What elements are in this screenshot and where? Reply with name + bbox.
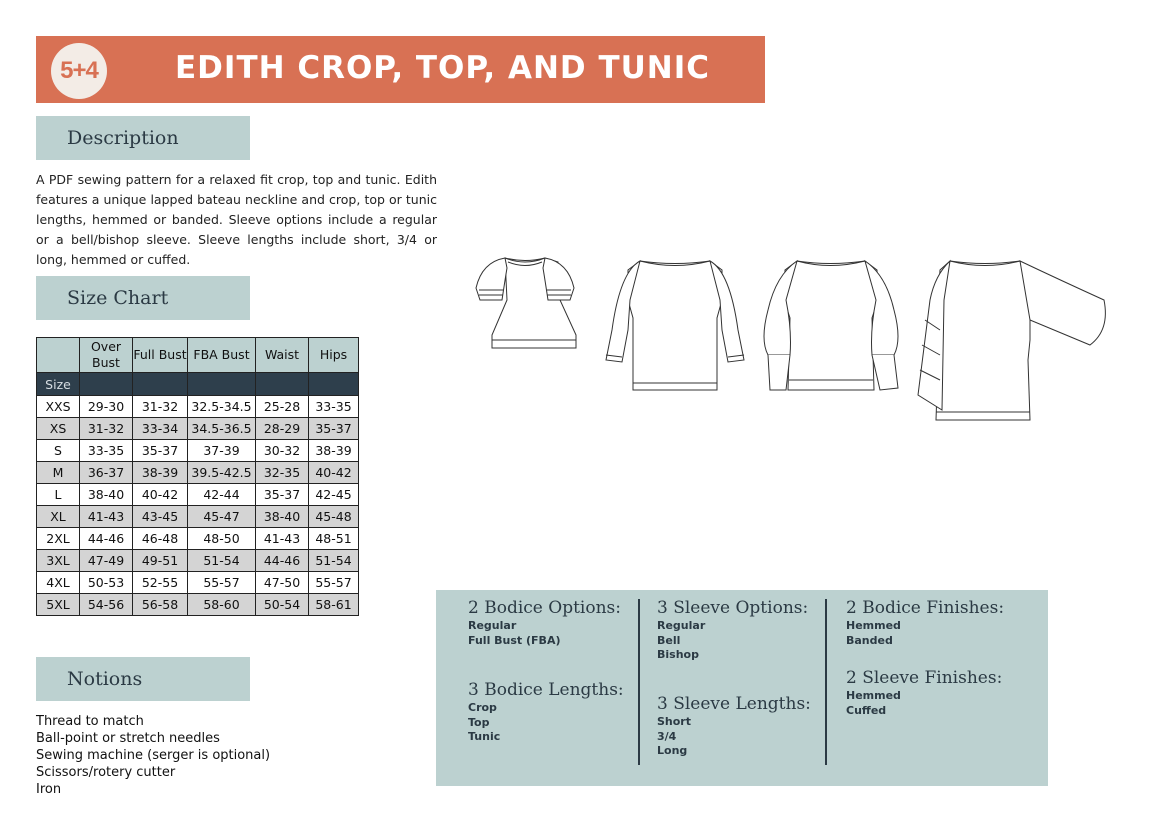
measurement-cell: 48-50 <box>188 528 256 550</box>
notions-list <box>36 713 270 798</box>
measurement-cell: 46-48 <box>133 528 188 550</box>
measurement-cell: 51-54 <box>188 550 256 572</box>
measurement-cell: 58-61 <box>309 594 359 616</box>
measurement-cell: 49-51 <box>133 550 188 572</box>
size-chart-row <box>37 418 359 440</box>
measurement-cell: 45-48 <box>309 506 359 528</box>
size-cell: XL <box>37 506 80 528</box>
measurement-cell: 47-50 <box>256 572 309 594</box>
header-cell: Over Bust <box>80 338 133 373</box>
divider <box>825 599 827 765</box>
sleeve-options-group <box>657 598 808 663</box>
header-cell <box>37 338 80 373</box>
size-label-row <box>37 373 359 396</box>
option-item: Top <box>468 715 490 729</box>
header-cell: FBA Bust <box>188 338 256 373</box>
measurement-cell: 44-46 <box>80 528 133 550</box>
sleeve-finishes-title: 2 Sleeve Finishes: <box>846 668 1003 688</box>
size-label: Size <box>37 373 80 396</box>
measurement-cell: 28-29 <box>256 418 309 440</box>
option-item: Bell <box>657 633 681 647</box>
size-chart-row <box>37 506 359 528</box>
measurement-cell: 40-42 <box>309 462 359 484</box>
option-item: Tunic <box>468 730 501 743</box>
notion-item: Iron <box>36 782 62 797</box>
size-cell: 2XL <box>37 528 80 550</box>
measurement-cell: 36-37 <box>80 462 133 484</box>
size-chart-header-row <box>37 338 359 373</box>
measurement-cell: 58-60 <box>188 594 256 616</box>
measurement-cell: 30-32 <box>256 440 309 462</box>
page-title: EDITH CROP, TOP, AND TUNIC <box>175 50 711 86</box>
measurement-cell: 40-42 <box>133 484 188 506</box>
size-chart-row <box>37 528 359 550</box>
measurement-cell: 32.5-34.5 <box>188 396 256 418</box>
measurement-cell: 55-57 <box>188 572 256 594</box>
measurement-cell: 42-44 <box>188 484 256 506</box>
measurement-cell: 38-40 <box>80 484 133 506</box>
notion-item: Thread to match <box>36 714 144 729</box>
size-chart-row <box>37 572 359 594</box>
notion-item: Scissors/rotery cutter <box>36 765 176 780</box>
option-item: Regular <box>657 619 706 632</box>
option-item: Full Bust (FBA) <box>468 633 561 647</box>
sleeve-finishes-group <box>846 668 1002 718</box>
tunic-bell-sleeve-drawing <box>918 261 1105 420</box>
option-item: Crop <box>468 701 497 714</box>
measurement-cell: 56-58 <box>133 594 188 616</box>
size-cell: 5XL <box>37 594 80 616</box>
header-cell: Full Bust <box>133 338 188 373</box>
sleeve-options-title: 3 Sleeve Options: <box>657 598 809 618</box>
measurement-cell: 31-32 <box>80 418 133 440</box>
pattern-options-panel <box>436 590 1048 786</box>
measurement-cell: 35-37 <box>309 418 359 440</box>
measurement-cell: 32-35 <box>256 462 309 484</box>
top-bishop-sleeve-drawing <box>764 261 898 390</box>
top-long-sleeve-drawing <box>606 261 744 390</box>
bodice-options-group <box>468 598 621 648</box>
size-chart-row <box>37 440 359 462</box>
sleeve-lengths-group <box>657 694 811 759</box>
size-chart-row <box>37 550 359 572</box>
option-item: Regular <box>468 619 517 632</box>
measurement-cell: 50-54 <box>256 594 309 616</box>
measurement-cell: 44-46 <box>256 550 309 572</box>
brand-logo: 5+4 <box>51 43 107 99</box>
measurement-cell: 38-39 <box>133 462 188 484</box>
description-text: A PDF sewing pattern for a relaxed fit crop, top and tunic. Edith features a unique lapped bateau neckline and crop, top or tunic lengths, hemmed or banded. Sleeve options include a regular or a bell/bishop sleeve. Sleeve lengths include short, 3/4 or long, hemmed or cuffed. <box>36 172 437 267</box>
size-cell: XS <box>37 418 80 440</box>
measurement-cell: 39.5-42.5 <box>188 462 256 484</box>
header-cell: Waist <box>256 338 309 373</box>
measurement-cell: 31-32 <box>133 396 188 418</box>
size-cell: 4XL <box>37 572 80 594</box>
measurement-cell: 41-43 <box>256 528 309 550</box>
measurement-cell: 33-35 <box>80 440 133 462</box>
option-item: Cuffed <box>846 703 887 717</box>
size-chart-row <box>37 594 359 616</box>
notions-heading: Notions <box>36 657 250 701</box>
measurement-cell: 55-57 <box>309 572 359 594</box>
measurement-cell: 42-45 <box>309 484 359 506</box>
measurement-cell: 33-34 <box>133 418 188 440</box>
option-item: Hemmed <box>846 689 901 702</box>
size-cell: 3XL <box>37 550 80 572</box>
divider <box>638 599 640 765</box>
option-item: Short <box>657 715 691 728</box>
measurement-cell: 54-56 <box>80 594 133 616</box>
measurement-cell: 43-45 <box>133 506 188 528</box>
size-cell: XXS <box>37 396 80 418</box>
measurement-cell: 51-54 <box>309 550 359 572</box>
size-cell: M <box>37 462 80 484</box>
description-heading: Description <box>36 116 250 160</box>
header-cell: Hips <box>309 338 359 373</box>
measurement-cell: 29-30 <box>80 396 133 418</box>
size-chart-row <box>37 484 359 506</box>
option-item: Bishop <box>657 648 699 661</box>
size-chart-table <box>36 337 359 616</box>
option-item: 3/4 <box>657 729 677 743</box>
size-chart-row <box>37 396 359 418</box>
measurement-cell: 48-51 <box>309 528 359 550</box>
notion-item: Ball-point or stretch needles <box>36 731 220 746</box>
option-item: Hemmed <box>846 619 901 632</box>
bodice-finishes-title: 2 Bodice Finishes: <box>846 598 1005 618</box>
measurement-cell: 41-43 <box>80 506 133 528</box>
measurement-cell: 50-53 <box>80 572 133 594</box>
notion-item: Sewing machine (serger is optional) <box>36 748 271 763</box>
measurement-cell: 35-37 <box>133 440 188 462</box>
measurement-cell: 37-39 <box>188 440 256 462</box>
measurement-cell: 45-47 <box>188 506 256 528</box>
bodice-finishes-group <box>846 598 1004 648</box>
measurement-cell: 38-40 <box>256 506 309 528</box>
measurement-cell: 34.5-36.5 <box>188 418 256 440</box>
measurement-cell: 47-49 <box>80 550 133 572</box>
size-chart-row <box>37 462 359 484</box>
measurement-cell: 38-39 <box>309 440 359 462</box>
measurement-cell: 25-28 <box>256 396 309 418</box>
option-item: Long <box>657 744 688 757</box>
option-item: Banded <box>846 633 893 647</box>
measurement-cell: 35-37 <box>256 484 309 506</box>
size-chart-heading: Size Chart <box>36 276 250 320</box>
measurement-cell: 52-55 <box>133 572 188 594</box>
measurement-cell: 33-35 <box>309 396 359 418</box>
bodice-lengths-title: 3 Bodice Lengths: <box>468 680 624 700</box>
bodice-options-title: 2 Bodice Options: <box>468 598 621 618</box>
sleeve-lengths-title: 3 Sleeve Lengths: <box>657 694 811 714</box>
size-cell: L <box>37 484 80 506</box>
bodice-lengths-group <box>468 680 624 745</box>
crop-short-sleeve-drawing <box>476 258 576 348</box>
garment-illustrations <box>468 250 1118 430</box>
size-cell: S <box>37 440 80 462</box>
